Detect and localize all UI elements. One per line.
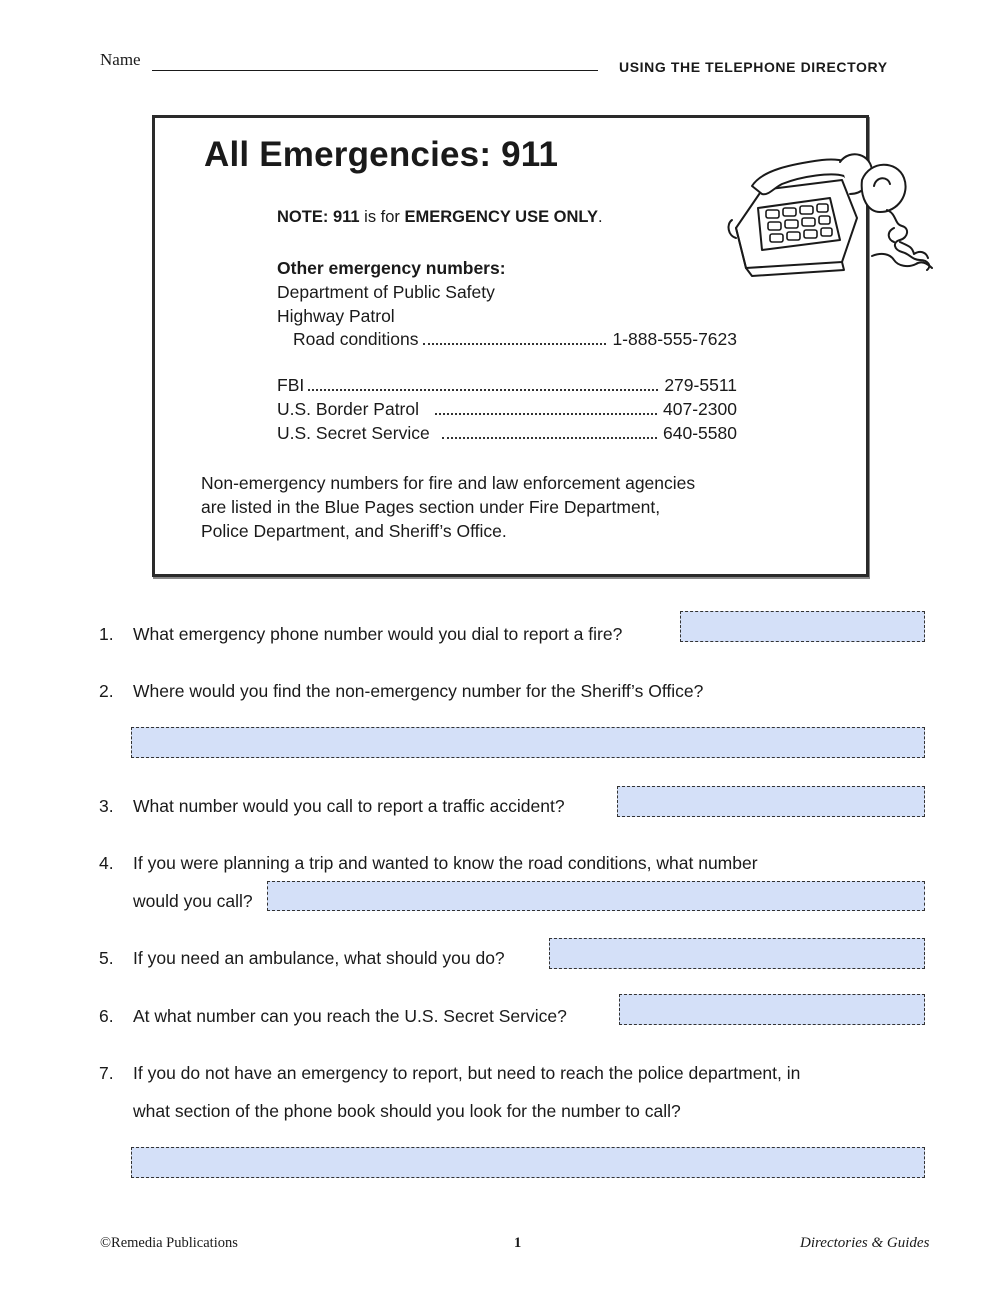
note-number: 911 <box>332 208 360 226</box>
question-text: At what number can you reach the U.S. Secret Service? <box>133 1006 567 1026</box>
question-text: If you do not have an emergency to report, but need to reach the police department, in <box>133 1063 801 1083</box>
note-middle: is for <box>364 208 400 226</box>
highway-patrol: Highway Patrol <box>277 306 395 326</box>
note-line <box>277 208 603 227</box>
question-number: 6. <box>99 1006 114 1026</box>
answer-field-1[interactable] <box>680 611 925 642</box>
question-number: 5. <box>99 948 114 968</box>
other-numbers-heading: Other emergency numbers: <box>277 258 506 278</box>
leader-dots <box>423 343 607 345</box>
directory-label: Road conditions <box>293 329 419 349</box>
question-text: What number would you call to report a traffic accident? <box>133 796 565 816</box>
directory-row <box>277 397 737 421</box>
directory-row <box>293 327 737 351</box>
answer-field-2[interactable] <box>131 727 925 758</box>
question-number: 1. <box>99 624 114 644</box>
directory-label: FBI <box>277 375 305 395</box>
question-text: would you call? <box>133 891 253 911</box>
leader-dots <box>435 413 657 415</box>
question-text: If you need an ambulance, what should you do? <box>133 948 505 968</box>
note-emphasis: EMERGENCY USE ONLY <box>404 208 598 226</box>
answer-field-5[interactable] <box>549 938 925 969</box>
non-emergency-note <box>201 471 791 543</box>
dept-public-safety: Department of Public Safety <box>277 282 495 302</box>
question-number: 2. <box>99 681 114 701</box>
directory-number: 407-2300 <box>663 399 737 419</box>
answer-field-4[interactable] <box>267 881 925 911</box>
leader-dots <box>308 389 658 391</box>
note-prefix: NOTE: <box>277 208 329 226</box>
name-label: Name <box>100 50 141 69</box>
footer-series-title: Directories & Guides <box>800 1235 930 1251</box>
telephone-icon <box>722 150 947 290</box>
answer-field-3[interactable] <box>617 786 925 817</box>
directory-label: U.S. Border Patrol <box>277 399 419 419</box>
answer-field-6[interactable] <box>619 994 925 1025</box>
emergency-title: All Emergencies: 911 <box>204 135 559 174</box>
directory-label: U.S. Secret Service <box>277 423 430 443</box>
answer-field-7[interactable] <box>131 1147 925 1178</box>
note-line-text: are listed in the Blue Pages section under Fire Department, <box>201 497 661 517</box>
footer-publisher: ©Remedia Publications <box>100 1235 238 1251</box>
question-number: 7. <box>99 1063 114 1083</box>
question-text: What emergency phone number would you dial to report a fire? <box>133 624 623 644</box>
worksheet-header-title: USING THE TELEPHONE DIRECTORY <box>619 59 888 75</box>
leader-dots <box>442 437 657 439</box>
question-text: If you were planning a trip and wanted to know the road conditions, what number <box>133 853 758 873</box>
question-text: what section of the phone book should you look for the number to call? <box>133 1101 681 1121</box>
note-end: . <box>597 208 603 226</box>
directory-row <box>277 373 737 397</box>
directory-number: 1-888-555-7623 <box>612 329 737 349</box>
question-number: 4. <box>99 853 114 873</box>
directory-row <box>277 421 737 445</box>
directory-number: 640-5580 <box>663 423 737 443</box>
question-number: 3. <box>99 796 114 816</box>
name-line <box>152 70 598 71</box>
directory-number: 279-5511 <box>664 375 737 395</box>
note-line-text: Non-emergency numbers for fire and law enforcement agencies <box>201 473 696 493</box>
note-line-text: Police Department, and Sheriff’s Office. <box>201 521 507 541</box>
question-text: Where would you find the non-emergency number for the Sheriff’s Office? <box>133 681 704 701</box>
footer-page-number: 1 <box>514 1235 522 1251</box>
